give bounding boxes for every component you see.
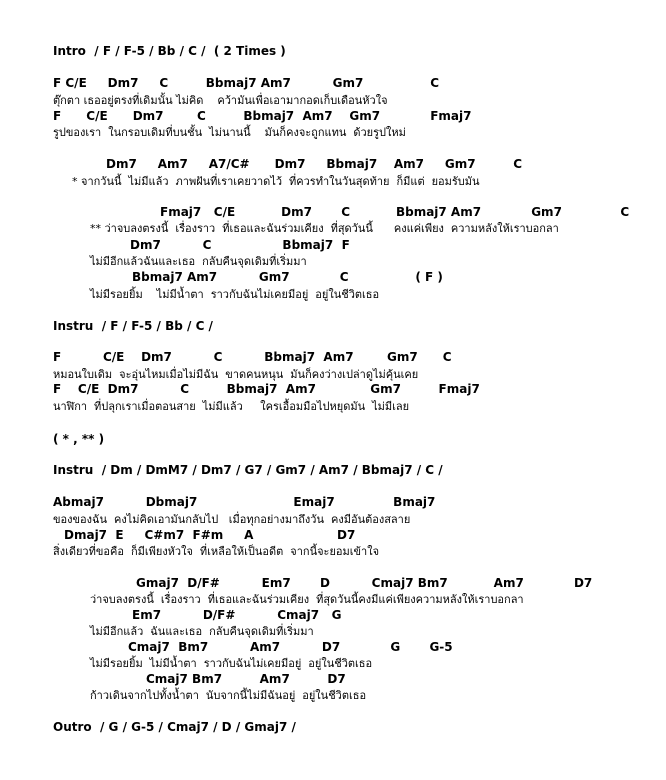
instru-line: Instru / F / F-5 / Bb / C /	[53, 319, 213, 333]
chord-line: Fmaj7 C/E Dm7 C Bbmaj7 Am7 Gm7 C	[160, 205, 630, 219]
outro-line: Outro / G / G-5 / Cmaj7 / D / Gmaj7 /	[53, 720, 296, 734]
instru-line: Instru / Dm / DmM7 / Dm7 / G7 / Gm7 / Am7 / Bbmaj7 / C /	[53, 463, 443, 477]
chord-line: Gmaj7 D/F# Em7 D Cmaj7 Bm7 Am7 D7	[136, 576, 593, 590]
lyric-line: ไม่มีรอยยิ้ม ไม่มีน้ำตา ราวกับฉันไม่เคยมีอยู่ อยู่ในชีวิตเธอ	[90, 288, 380, 301]
repeat-marker: ( * , ** )	[53, 432, 105, 446]
chord-line: F C/E Dm7 C Bbmaj7 Am7 Gm7 Fmaj7	[53, 382, 480, 396]
chord-line: F C/E Dm7 C Bbmaj7 Am7 Gm7 C	[53, 76, 440, 90]
lyric-line: ไม่มีอีกแล้วฉันและเธอ กลับคืนจุดเดิมที่เริ่มมา	[90, 255, 307, 268]
chord-line: Cmaj7 Bm7 Am7 D7	[146, 672, 346, 686]
chord-line: Dmaj7 E C#m7 F#m A D7	[64, 528, 356, 542]
lyric-line: ไม่มีรอยยิ้ม ไม่มีน้ำตา ราวกับฉันไม่เคยมีอยู่ อยู่ในชีวิตเธอ	[90, 657, 373, 670]
lyric-line: ของของฉัน คงไม่คิดเอามันกลับไป เมื่อทุกอย่างมาถึงวัน คงมีอันต้องสลาย	[53, 513, 411, 526]
chord-line: F C/E Dm7 C Bbmaj7 Am7 Gm7 C	[53, 350, 452, 364]
chord-line: Abmaj7 Dbmaj7 Emaj7 Bmaj7	[53, 495, 436, 509]
intro-line: Intro / F / F-5 / Bb / C / ( 2 Times )	[53, 44, 286, 58]
chord-line: F C/E Dm7 C Bbmaj7 Am7 Gm7 Fmaj7	[53, 109, 472, 123]
chord-line: Em7 D/F# Cmaj7 G	[132, 608, 342, 622]
lyric-line: นาฬิกา ที่ปลุกเราเมื่อตอนสาย ไม่มีแล้ว ใครเอื้อมมือไปหยุดมัน ไม่มีเลย	[53, 400, 410, 413]
lyric-line: ก้าวเดินจากไปทั้งน้ำตา นับจากนี้ไม่มีฉันอยู่ อยู่ในชีวิตเธอ	[90, 689, 367, 702]
lyric-line: ** ว่าจบลงตรงนี้ เรื่องราว ที่เธอและฉันร่วมเคียง ที่สุดวันนี้ คงแค่เพียง ความหลังให้เราบอกลา	[90, 222, 559, 235]
lyric-line: * จากวันนี้ ไม่มีแล้ว ภาพฝันที่เราเคยวาดไว้ ที่ควรทำในวันสุดท้าย ก็มีแต่ ยอมรับมัน	[72, 175, 480, 188]
chord-line: Bbmaj7 Am7 Gm7 C ( F )	[132, 270, 443, 284]
chord-line: Dm7 Am7 A7/C# Dm7 Bbmaj7 Am7 Gm7 C	[106, 157, 523, 171]
lyric-line: ไม่มีอีกแล้ว ฉันและเธอ กลับคืนจุดเดิมที่เริ่มมา	[90, 625, 314, 638]
chord-line: Cmaj7 Bm7 Am7 D7 G G-5	[128, 640, 453, 654]
lyric-line: สิ่งเดียวที่ขอคือ ก็มีเพียงหัวใจ ที่เหลือให้เป็นอดีต จากนี้จะยอมเข้าใจ	[53, 545, 380, 558]
lyric-line: หมอนใบเดิม จะอุ่นไหมเมื่อไม่มีฉัน ขาดคนหนุน มันก็คงว่างเปล่าดูไม่คุ้นเคย	[53, 368, 419, 381]
lyric-line: ว่าจบลงตรงนี้ เรื่องราว ที่เธอและฉันร่วมเคียง ที่สุดวันนี้คงมีแค่เพียงความหลังให้เราบอกลา	[90, 593, 524, 606]
chord-line: Dm7 C Bbmaj7 F	[130, 238, 350, 252]
lyric-line: รูปของเรา ในกรอบเดิมที่บนชั้น ไม่นานนี้ มันก็คงจะถูกแทน ด้วยรูปใหม่	[53, 126, 406, 139]
lyric-line: ตุ๊กตา เธออยู่ตรงที่เดิมนั้น ไม่คิด คว้ามันเพื่อเอามากอดเก็บเดือนหัวใจ	[53, 94, 388, 107]
